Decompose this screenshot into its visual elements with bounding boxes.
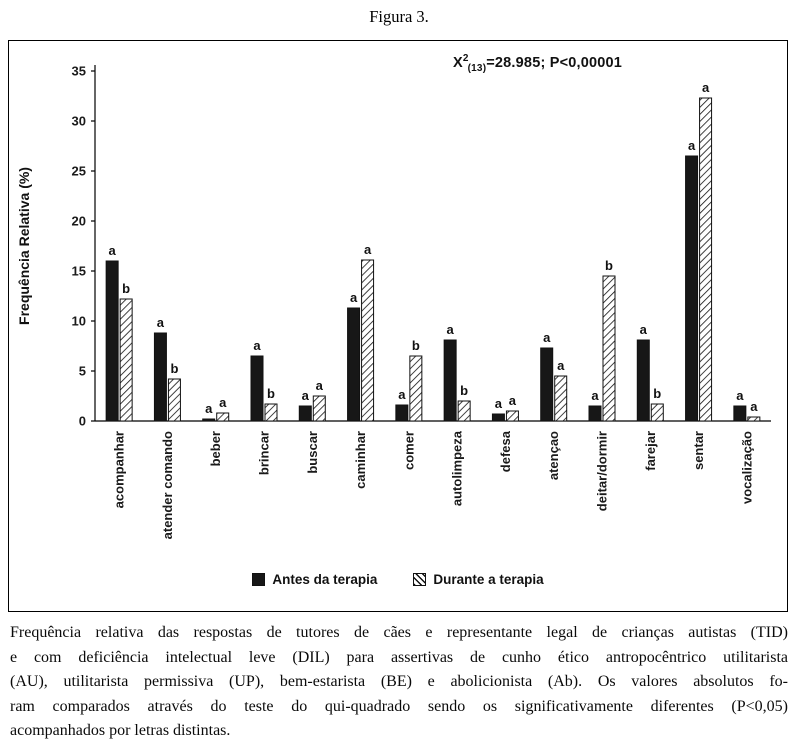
figure-title: Figura 3. xyxy=(369,7,429,26)
bar xyxy=(555,376,567,421)
significance-letter: a xyxy=(156,315,165,330)
significance-letter: a xyxy=(301,388,309,403)
legend-item-durante xyxy=(413,572,543,587)
bar xyxy=(251,356,263,421)
bar xyxy=(734,406,746,421)
bar xyxy=(120,299,132,421)
significance-letter: a xyxy=(508,393,517,408)
significance-letter: a xyxy=(736,388,744,403)
legend-swatch-hatch-icon xyxy=(413,573,426,586)
bar xyxy=(492,414,504,421)
category-label: vocalização xyxy=(739,431,755,504)
legend-swatch-solid-icon xyxy=(252,573,265,586)
significance-letter: a xyxy=(750,399,758,414)
caption-line: (AU), utilitarista permissiva (UP), bem-estarista (BE) e abolicionista (Ab). Os valores absolutos fo- xyxy=(10,673,788,691)
category-label: farejar xyxy=(642,431,658,471)
bar xyxy=(686,156,698,421)
category-label: beber xyxy=(208,431,224,467)
significance-letter: a xyxy=(494,396,503,411)
stat-superscript: 2 xyxy=(462,53,469,64)
y-axis-title: Frequência Relativa (%) xyxy=(16,167,32,325)
legend-label-antes: Antes da terapia xyxy=(272,572,378,587)
bar xyxy=(396,405,408,421)
bar xyxy=(348,308,360,421)
category-label: caminhar xyxy=(353,431,369,489)
category-label: acompanhar xyxy=(111,431,127,509)
significance-letter: b xyxy=(460,383,469,398)
bar xyxy=(506,411,518,421)
bar xyxy=(410,356,422,421)
y-tick-label: 15 xyxy=(71,263,86,279)
category-label: autolimpeza xyxy=(449,431,465,507)
bar xyxy=(362,260,374,421)
significance-letter: b xyxy=(267,386,275,401)
bar xyxy=(106,261,118,421)
stat-value: =28.985; P<0,00001 xyxy=(486,54,623,71)
bar xyxy=(541,348,553,421)
chi-square-annotation xyxy=(453,53,622,74)
category-label: brincar xyxy=(256,431,272,476)
significance-letter: a xyxy=(349,290,358,305)
chart-frame xyxy=(8,40,788,612)
bar xyxy=(458,401,470,421)
figure-caption xyxy=(10,621,788,744)
bar xyxy=(589,406,601,421)
y-tick-label: 10 xyxy=(71,313,86,329)
bar-chart xyxy=(9,41,785,547)
significance-letter: a xyxy=(219,395,227,410)
significance-letter: b xyxy=(122,281,131,296)
category-label: sentar xyxy=(691,431,707,471)
y-tick-label: 5 xyxy=(78,363,86,379)
bar xyxy=(154,333,166,421)
significance-letter: a xyxy=(363,242,372,257)
caption-line: acompanhados por letras distintas. xyxy=(10,722,231,740)
significance-letter: b xyxy=(170,361,179,376)
bar xyxy=(168,379,180,421)
significance-letter: a xyxy=(591,388,599,403)
category-label: defesa xyxy=(497,431,513,473)
category-label: buscar xyxy=(304,431,320,474)
stat-symbol: X xyxy=(453,54,463,71)
y-tick-label: 25 xyxy=(71,163,86,179)
significance-letter: a xyxy=(639,322,647,337)
bar xyxy=(265,404,277,421)
significance-letter: a xyxy=(687,138,696,153)
significance-letter: b xyxy=(653,386,662,401)
significance-letter: a xyxy=(557,358,565,373)
significance-letter: a xyxy=(398,387,406,402)
significance-letter: a xyxy=(205,401,213,416)
caption-line: ram comparados através do teste do qui-quadrado sendo os significativamente diferentes (P<0,05) xyxy=(10,697,788,715)
y-tick-label: 35 xyxy=(71,63,86,79)
bar xyxy=(217,413,229,421)
legend-label-durante: Durante a terapia xyxy=(433,572,544,587)
bar xyxy=(299,406,311,421)
bar xyxy=(603,276,615,421)
category-label: atençao xyxy=(546,431,562,481)
significance-letter: b xyxy=(605,258,613,273)
significance-letter: a xyxy=(446,322,454,337)
significance-letter: a xyxy=(108,243,116,258)
y-tick-label: 30 xyxy=(71,113,86,129)
significance-letter: a xyxy=(315,378,323,393)
significance-letter: a xyxy=(253,338,261,353)
bar xyxy=(748,417,760,421)
significance-letter: a xyxy=(701,80,710,95)
caption-line: e com deficiência intelectual leve (DIL) para assertivas de cunho ético antropocêntrico utilitarista xyxy=(10,648,788,666)
category-label: comer xyxy=(401,431,417,471)
category-label: deitar/dormir xyxy=(594,431,610,512)
legend-item-antes xyxy=(252,572,377,587)
bar xyxy=(651,404,663,421)
significance-letter: b xyxy=(411,338,420,353)
significance-letter: a xyxy=(543,330,551,345)
y-tick-label: 0 xyxy=(78,413,86,429)
bar xyxy=(203,419,215,421)
stat-subscript: (13) xyxy=(467,62,487,74)
bar xyxy=(700,98,712,421)
bar xyxy=(313,396,325,421)
caption-line: Frequência relativa das respostas de tutores de cães e representante legal de crianças autistas (TID) xyxy=(10,624,788,641)
bar xyxy=(444,340,456,421)
chart-legend xyxy=(9,572,787,587)
category-label: atender comando xyxy=(159,431,175,540)
y-tick-label: 20 xyxy=(71,213,86,229)
bar xyxy=(637,340,649,421)
